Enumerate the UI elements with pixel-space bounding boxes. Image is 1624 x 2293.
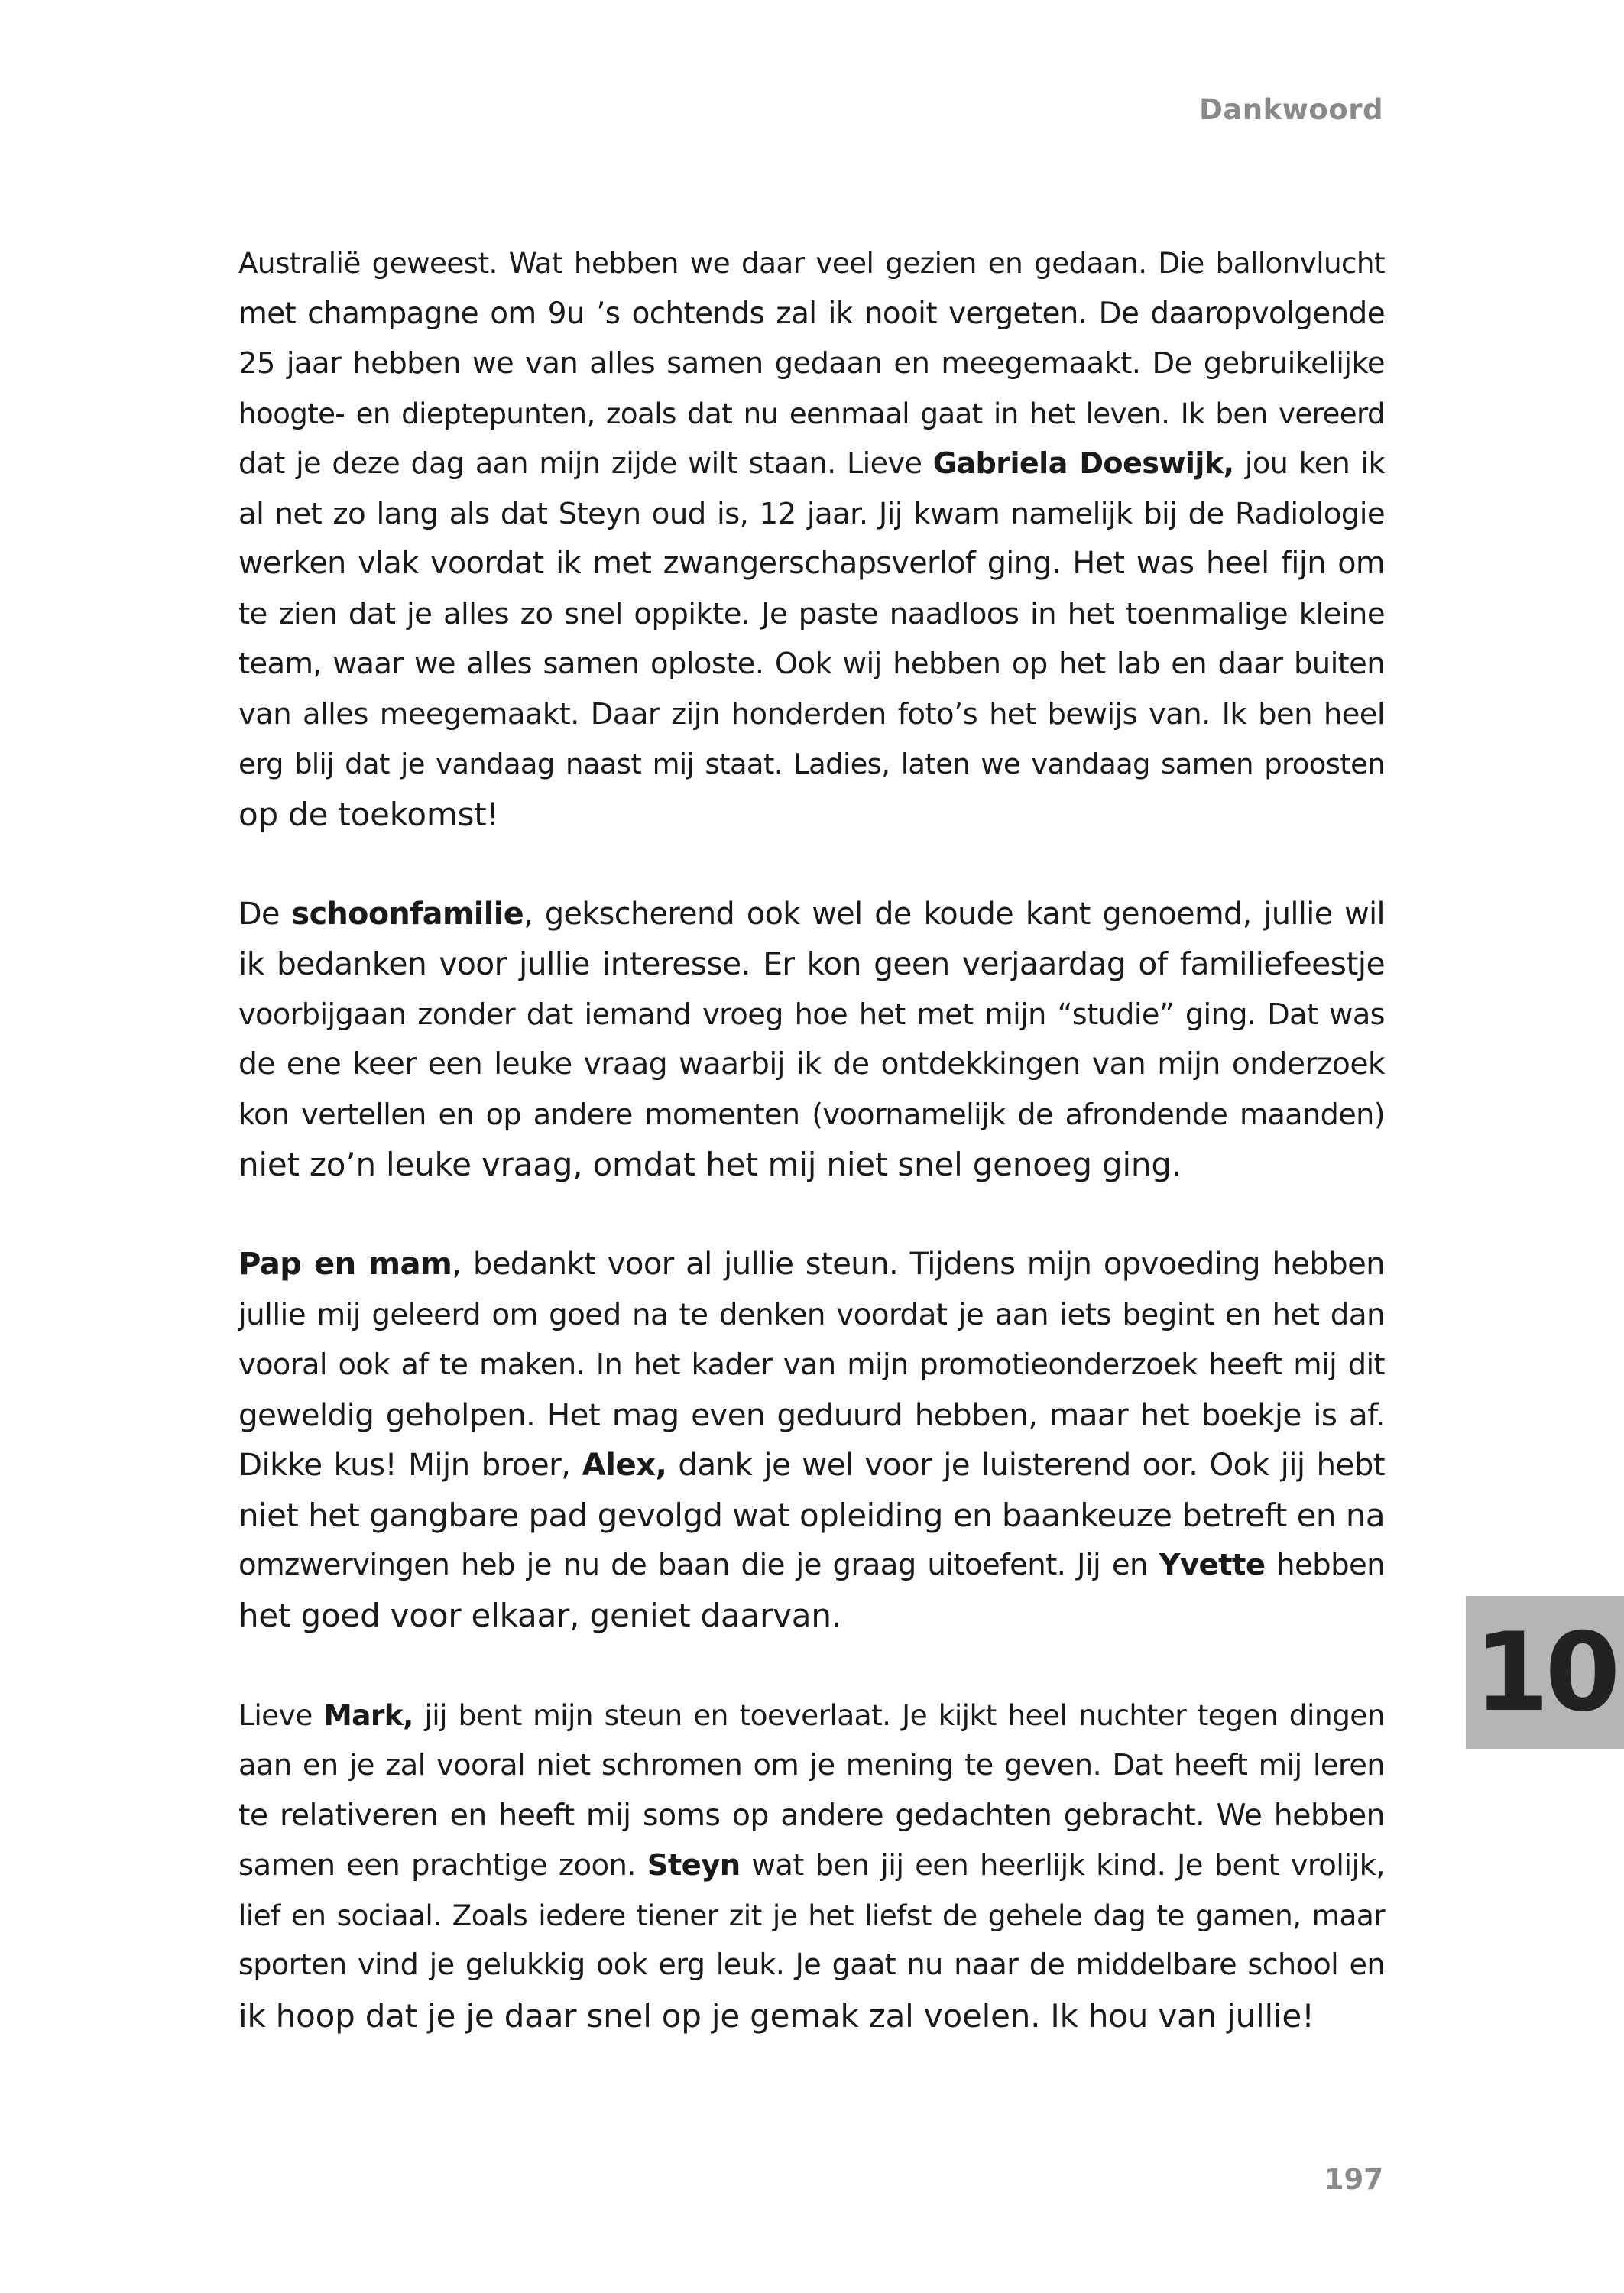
- text-run: Lieve: [238, 1698, 324, 1732]
- bold-name: schoonfamilie: [291, 896, 524, 932]
- text-run: , bedankt voor al jullie steun. Tijdens mijn opvoeding hebben: [452, 1247, 1386, 1282]
- text-run: te zien dat je alles zo snel oppikte. Je paste naadloos in het toenmalige kleine: [238, 596, 1385, 631]
- text-run: erg blij dat je vandaag naast mij staat. Ladies, laten we vandaag samen proosten: [238, 748, 1385, 780]
- text-line: [238, 1591, 1385, 1641]
- text-line: [238, 639, 1385, 689]
- text-run: niet het gangbare pad gevolgd wat opleiding en baankeuze betreft en na: [238, 1496, 1385, 1534]
- text-line: [238, 1490, 1385, 1541]
- text-line: [238, 1340, 1385, 1390]
- text-line: [238, 689, 1385, 740]
- text-line: [238, 1540, 1385, 1591]
- text-line: [238, 990, 1385, 1040]
- bold-name: Alex,: [582, 1447, 667, 1483]
- text-run: aan en je zal vooral niet schromen om je mening te geven. Dat heeft mij leren: [238, 1748, 1385, 1782]
- text-run: van alles meegemaakt. Daar zijn honderden foto’s het bewijs van. Ik ben heel: [238, 696, 1385, 731]
- text-line: [238, 1090, 1385, 1140]
- text-line: [238, 1691, 1385, 1741]
- body-text: [238, 238, 1385, 2091]
- text-run: vooral ook af te maken. In het kader van mijn promotieonderzoek heeft mij dit: [238, 1348, 1385, 1382]
- text-line: [238, 589, 1385, 640]
- text-line: [238, 238, 1385, 289]
- text-line: [238, 289, 1385, 339]
- text-run: team, waar we alles samen oploste. Ook wij hebben op het lab en daar buiten: [238, 647, 1385, 681]
- text-line: [238, 1791, 1385, 1841]
- text-line: [238, 489, 1385, 540]
- text-line: [238, 1891, 1385, 1941]
- paragraph: [238, 238, 1385, 839]
- text-run: dank je wel voor je luisterend oor. Ook jij hebt: [666, 1447, 1385, 1483]
- text-line: [238, 1841, 1385, 1891]
- text-run: geweldig geholpen. Het mag even geduurd hebben, maar het boekje is af.: [238, 1396, 1385, 1433]
- text-run: jij bent mijn steun en toeverlaat. Je kijkt heel nuchter tegen dingen: [413, 1698, 1386, 1732]
- text-run: jullie mij geleerd om goed na te denken voordat je aan iets begint en het dan: [238, 1297, 1385, 1332]
- text-line: [238, 1039, 1385, 1090]
- bold-name: Mark,: [323, 1698, 413, 1732]
- text-run: Dikke kus! Mijn broer,: [238, 1447, 582, 1483]
- text-line: [238, 1290, 1385, 1341]
- text-line: [238, 1440, 1385, 1490]
- text-line: [238, 739, 1385, 790]
- text-line: [238, 939, 1385, 990]
- page-number: 197: [1324, 2163, 1383, 2196]
- text-run: werken vlak voordat ik met zwangerschapsverlof ging. Het was heel fijn om: [238, 546, 1385, 581]
- text-line: [238, 790, 1385, 840]
- text-run: ik hoop dat je je daar snel op je gemak zal voelen. Ik hou van jullie!: [238, 1996, 1314, 2035]
- text-run: De: [238, 896, 292, 932]
- text-run: Australië geweest. Wat hebben we daar veel gezien en gedaan. Die ballonvlucht: [238, 246, 1385, 280]
- bold-name: Steyn: [647, 1848, 741, 1883]
- text-run: hebben: [1265, 1548, 1385, 1582]
- bold-name: Yvette: [1159, 1548, 1266, 1582]
- text-run: ik bedanken voor jullie interesse. Er kon geen verjaardag of familiefeestje: [238, 945, 1385, 982]
- running-header: Dankwoord: [1199, 93, 1383, 126]
- text-run: kon vertellen en op andere momenten (voornamelijk de afrondende maanden): [238, 1097, 1385, 1131]
- text-run: lief en sociaal. Zoals iedere tiener zit je het liefst de gehele dag te gamen, maar: [238, 1898, 1385, 1932]
- text-run: al net zo lang als dat Steyn oud is, 12 jaar. Jij kwam namelijk bij de Radiologie: [238, 496, 1385, 531]
- text-line: [238, 539, 1385, 589]
- chapter-tab: [1466, 1596, 1624, 1749]
- text-run: hoogte- en dieptepunten, zoals dat nu eenmaal gaat in het leven. Ik ben vereerd: [238, 397, 1385, 430]
- text-line: [238, 339, 1385, 389]
- paragraph: [238, 890, 1385, 1190]
- text-run: 25 jaar hebben we van alles samen gedaan en meegemaakt. De gebruikelijke: [238, 346, 1385, 381]
- text-run: niet zo’n leuke vraag, omdat het mij niet snel genoeg ging.: [238, 1146, 1182, 1183]
- text-run: omzwervingen heb je nu de baan die je graag uitoefent. Jij en: [238, 1548, 1159, 1582]
- text-line: [238, 1140, 1385, 1190]
- text-line: [238, 389, 1385, 439]
- text-run: dat je deze dag aan mijn zijde wilt staan. Lieve: [238, 446, 933, 480]
- text-run: sporten vind je gelukkig ook erg leuk. Je gaat nu naar de middelbare school en: [238, 1948, 1385, 1982]
- text-line: [238, 890, 1385, 940]
- text-line: [238, 439, 1385, 489]
- text-run: , gekscherend ook wel de koude kant genoemd, jullie wil: [524, 896, 1385, 932]
- text-line: [238, 1991, 1385, 2042]
- text-run: samen een prachtige zoon.: [238, 1848, 647, 1883]
- text-run: voorbijgaan zonder dat iemand vroeg hoe het met mijn “studie” ging. Dat was: [238, 997, 1385, 1032]
- text-run: met champagne om 9u ’s ochtends zal ik nooit vergeten. De daaropvolgende: [238, 296, 1385, 331]
- text-run: het goed voor elkaar, geniet daarvan.: [238, 1596, 841, 1634]
- text-line: [238, 1390, 1385, 1441]
- text-line: [238, 1740, 1385, 1791]
- paragraph: [238, 1240, 1385, 1640]
- chapter-number: 10: [1473, 1609, 1616, 1736]
- bold-name: Gabriela Doeswijk,: [932, 446, 1234, 480]
- text-run: op de toekomst!: [238, 795, 500, 833]
- text-run: te relativeren en heeft mij soms op andere gedachten gebracht. We hebben: [238, 1797, 1385, 1833]
- text-run: de ene keer een leuke vraag waarbij ik de ontdekkingen van mijn onderzoek: [238, 1047, 1385, 1082]
- text-run: wat ben jij een heerlijk kind. Je bent vrolijk,: [740, 1848, 1385, 1883]
- text-line: [238, 1240, 1385, 1290]
- text-line: [238, 1941, 1385, 1991]
- bold-name: Pap en mam: [238, 1247, 452, 1282]
- text-run: jou ken ik: [1233, 446, 1386, 480]
- paragraph: [238, 1691, 1385, 2042]
